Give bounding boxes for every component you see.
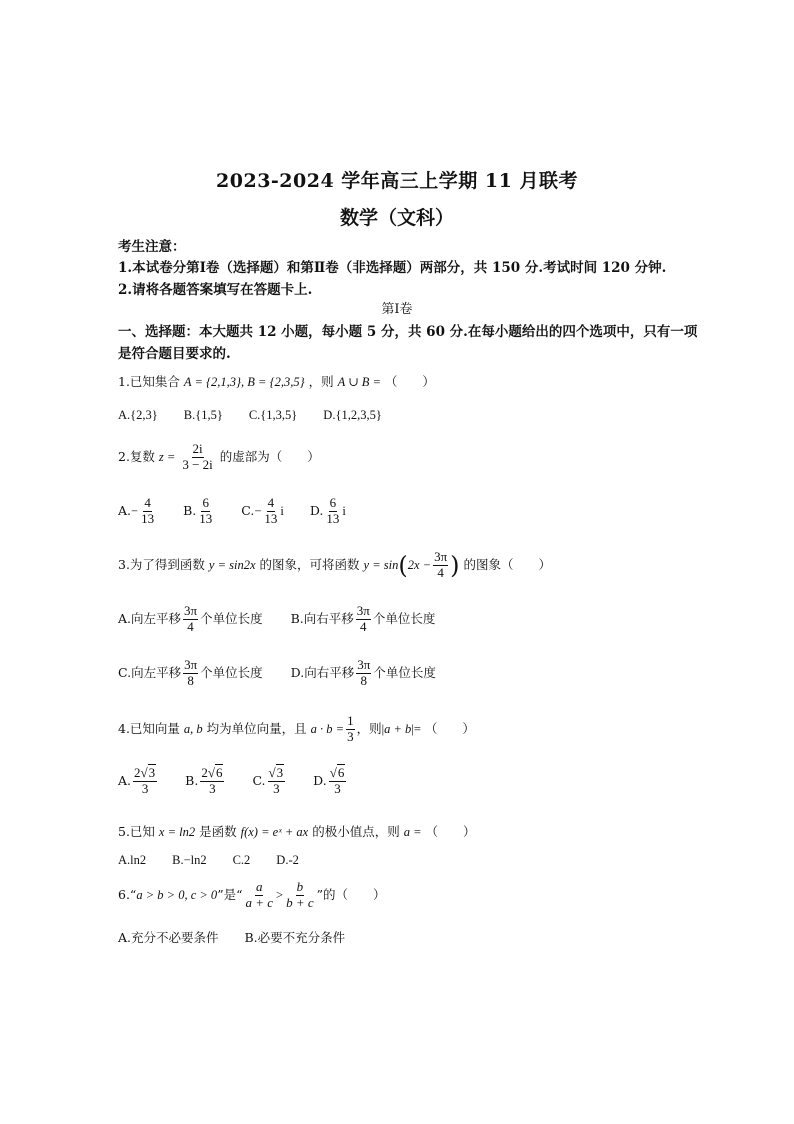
q6-fraction-2 [285,880,315,911]
q4-option-a-rad: 3 [148,765,156,780]
q3-paren-open: ( [398,551,408,580]
q3-prefix: 3.为了得到函数 [118,556,205,572]
q4-option-b-num [200,766,224,782]
q3-option-d-den: 8 [360,672,368,688]
question-6 [118,880,386,911]
q4-option-c-rad: 3 [276,765,284,780]
q4-paren: （ ） [424,720,475,736]
q3-option-b-den: 4 [360,618,367,634]
q3-option-a-label: A.向左平移 [118,610,182,626]
q4-option-b-den: 3 [209,780,216,796]
q3-option-c-label: C.向左平移 [118,664,182,680]
notice-line-2: 2.请将各题答案填写在答题卡上. [118,282,313,298]
q4-option-d-den: 3 [334,780,341,796]
q3-option-d-fraction [356,658,371,689]
q3-options-row-2 [118,658,458,689]
q3-option-a-num: 3π [184,603,198,618]
part-instruction-line-1: 一、选择题：本大题共 12 小题，每小题 5 分，共 60 分.在每小题给出的四个选项中，只有一项 [118,324,698,340]
q4-option-d-fraction [329,766,347,797]
q6-prefix: 6.“ [118,886,137,902]
q4-option-d-label: D. [313,772,327,788]
q6-condition: a > b > 0, c > 0 [136,887,218,902]
q2-option-c-tail: i [280,503,284,518]
q6-options [118,928,367,946]
q3-option-d-num: 3π [357,657,371,672]
q2-option-a-label: A. [118,502,132,518]
q2-option-b-fraction [198,496,213,527]
q5-option-c: C.2 [232,853,251,867]
q6-option-a: A.充分不必要条件 [118,930,219,945]
q1-option-d: D.{1,2,3,5} [323,408,382,422]
q4-option-a-coef: 2 [134,765,141,780]
q4-abs-bar-right: | [411,721,414,736]
q6-suffix: ”的（ ） [316,886,386,902]
q6-fraction-2-num: b [296,879,304,894]
q4-option-c-sqrt: √3 [268,765,284,780]
q5-option-b: B.−ln2 [172,853,207,867]
q4-option-a [118,766,159,797]
q4-option-c-label: C. [252,772,266,788]
q2-option-b-label: B. [183,502,197,518]
q2-option-a [118,496,157,527]
q3-function-2-head: y = sin [363,557,399,572]
q2-option-c-label: C. [241,502,255,518]
q4-denominator: 3 [347,728,354,744]
q4-option-a-fraction [133,766,157,797]
q4-fraction [346,714,355,745]
question-3 [118,550,551,581]
q5-option-d: D.-2 [276,853,299,867]
question-1 [118,372,435,390]
q6-fraction-2-den: b + c [286,894,314,910]
q2-option-a-sign: − [131,503,139,518]
q2-prefix: 2.复数 [118,448,155,464]
q4-option-c [252,766,287,797]
q4-option-a-label: A. [118,772,132,788]
q3-function-2-inner: 2x − [407,557,432,572]
q5-option-a: A.ln2 [118,853,147,867]
part-instruction-line-2: 是符合题目要求的. [118,346,231,362]
q2-option-a-num: 4 [144,495,151,510]
q6-greater: > [276,887,284,902]
q4-option-d-rad: 6 [337,765,345,780]
q3-option-c-den: 8 [187,672,194,688]
q2-option-c-fraction [263,496,278,527]
q2-options [118,496,368,527]
q3-option-a-fraction [183,604,198,635]
q4-option-d [313,766,348,797]
q3-paren-close: ) [450,551,460,580]
q2-option-b [183,496,215,527]
q2-option-a-fraction [140,496,155,527]
q1-option-c: C.{1,3,5} [248,408,298,422]
q4-option-d-sqrt: √6 [329,765,345,780]
q4-option-b-sqrt: √6 [207,765,223,780]
q5-x: x = ln2 [158,825,196,839]
q2-option-d [310,496,346,527]
q1-sets: A = {2,1,3}, B = {2,3,5} [183,375,305,389]
q2-numerator: 2i [192,441,203,456]
q4-option-a-num [133,766,157,782]
question-4 [118,714,475,745]
q4-option-b-label: B. [185,772,199,788]
q1-paren: （ ） [384,374,435,389]
q4-option-b-coef: 2 [201,765,208,780]
q4-option-c-num [268,766,286,782]
q3-fraction [433,550,448,581]
q3-options-row-1 [118,604,457,635]
q2-option-d-tail: i [342,503,346,518]
q4-abs-expr: a + b [384,721,412,736]
q3-option-c [118,658,263,689]
q1-option-a: A.{2,3} [118,408,158,422]
q2-option-d-label: D. [309,502,324,518]
exam-title: 2023-2024 学年高三上学期 11 月联考 [216,170,578,192]
q4-option-a-sqrt: √3 [140,765,156,780]
q3-option-c-fraction [183,658,198,689]
exam-subtitle: 数学（文科） [339,207,454,229]
q3-option-d [291,658,436,689]
q3-option-c-tail: 个单位长度 [200,664,263,680]
q3-function-1: y = sin2x [208,557,256,572]
q3-option-a [118,604,263,635]
q2-option-c-den: 13 [264,510,278,526]
q2-option-b-den: 13 [199,510,213,526]
q3-mid: 的图象，可将函数 [259,556,360,572]
q1-options [118,407,404,423]
question-2 [118,442,320,473]
q5-mid: 是函数 [199,824,237,839]
q4-option-d-num [329,766,347,782]
q5-ask: a = [403,825,422,839]
q6-fraction-1-num: a [255,879,263,894]
q3-denominator: 4 [437,564,444,580]
notice-heading: 考生注意： [118,239,186,255]
q4-mid2: ，则 [356,720,382,736]
q4-eq: = [413,721,421,736]
q4-option-b [185,766,226,797]
q3-option-b [291,604,436,635]
q4-prefix: 4.已知向量 [118,720,180,736]
q3-option-c-num: 3π [184,657,198,672]
q4-options [118,766,370,797]
q1-mid: ，则 [308,374,334,389]
q3-option-b-label: B.向右平移 [290,610,354,626]
q2-option-d-den: 13 [326,510,340,526]
q3-option-d-label: D.向右平移 [290,664,355,680]
q6-mid: ”是“ [217,886,243,902]
q4-dot-product: a · b = [310,721,345,736]
q4-option-c-fraction [268,766,286,797]
q3-option-a-tail: 个单位长度 [200,610,263,626]
q2-option-c-sign: − [254,503,262,518]
q3-option-a-den: 4 [187,618,194,634]
q2-suffix: 的虚部为（ ） [219,448,320,464]
q2-option-b-num: 6 [202,495,209,510]
q3-option-b-fraction [356,604,371,635]
q4-mid: 均为单位向量，且 [206,720,307,736]
q5-prefix: 5.已知 [118,824,155,839]
q4-abs-bar-left: | [381,721,385,736]
question-5 [118,822,476,840]
q4-option-b-rad: 6 [215,765,223,780]
q6-fraction-1 [244,880,274,911]
q4-option-a-den: 3 [141,780,149,796]
q3-option-b-num: 3π [356,603,370,618]
q6-fraction-1-den: a + c [245,894,274,910]
q1-option-b: B.{1,5} [183,408,223,422]
q1-ask: A ∪ B = [337,375,381,389]
q5-function: f(x) = eˣ + ax [240,825,309,839]
q3-option-b-tail: 个单位长度 [372,610,436,626]
q2-option-c [241,496,284,527]
notice-line-1: 1.本试卷分第Ⅰ卷（选择题）和第Ⅱ卷（非选择题）两部分，共 150 分.考试时间 120 分钟. [118,260,667,276]
q3-numerator: 3π [434,549,448,564]
q2-option-c-num: 4 [267,495,275,510]
q2-fraction [181,442,213,473]
q2-option-a-den: 13 [141,510,155,526]
q5-paren: （ ） [425,824,476,839]
q3-option-d-tail: 个单位长度 [373,664,436,680]
q2-lhs: z = [158,449,176,464]
q2-denominator: 3 − 2i [182,456,213,472]
q4-option-b-fraction [200,766,224,797]
q1-prefix: 1.已知集合 [118,374,180,389]
q5-options [118,852,321,868]
q2-option-d-fraction [325,496,340,527]
q4-numerator: 1 [347,713,354,728]
q4-option-c-den: 3 [273,780,280,796]
q2-option-d-num: 6 [329,495,337,510]
q6-option-b: B.必要不充分条件 [244,930,346,945]
q3-suffix: 的图象（ ） [463,556,552,572]
q4-vectors: a, b [183,721,203,736]
section-label: 第Ⅰ卷 [381,302,413,317]
q5-mid2: 的极小值点，则 [312,824,400,839]
